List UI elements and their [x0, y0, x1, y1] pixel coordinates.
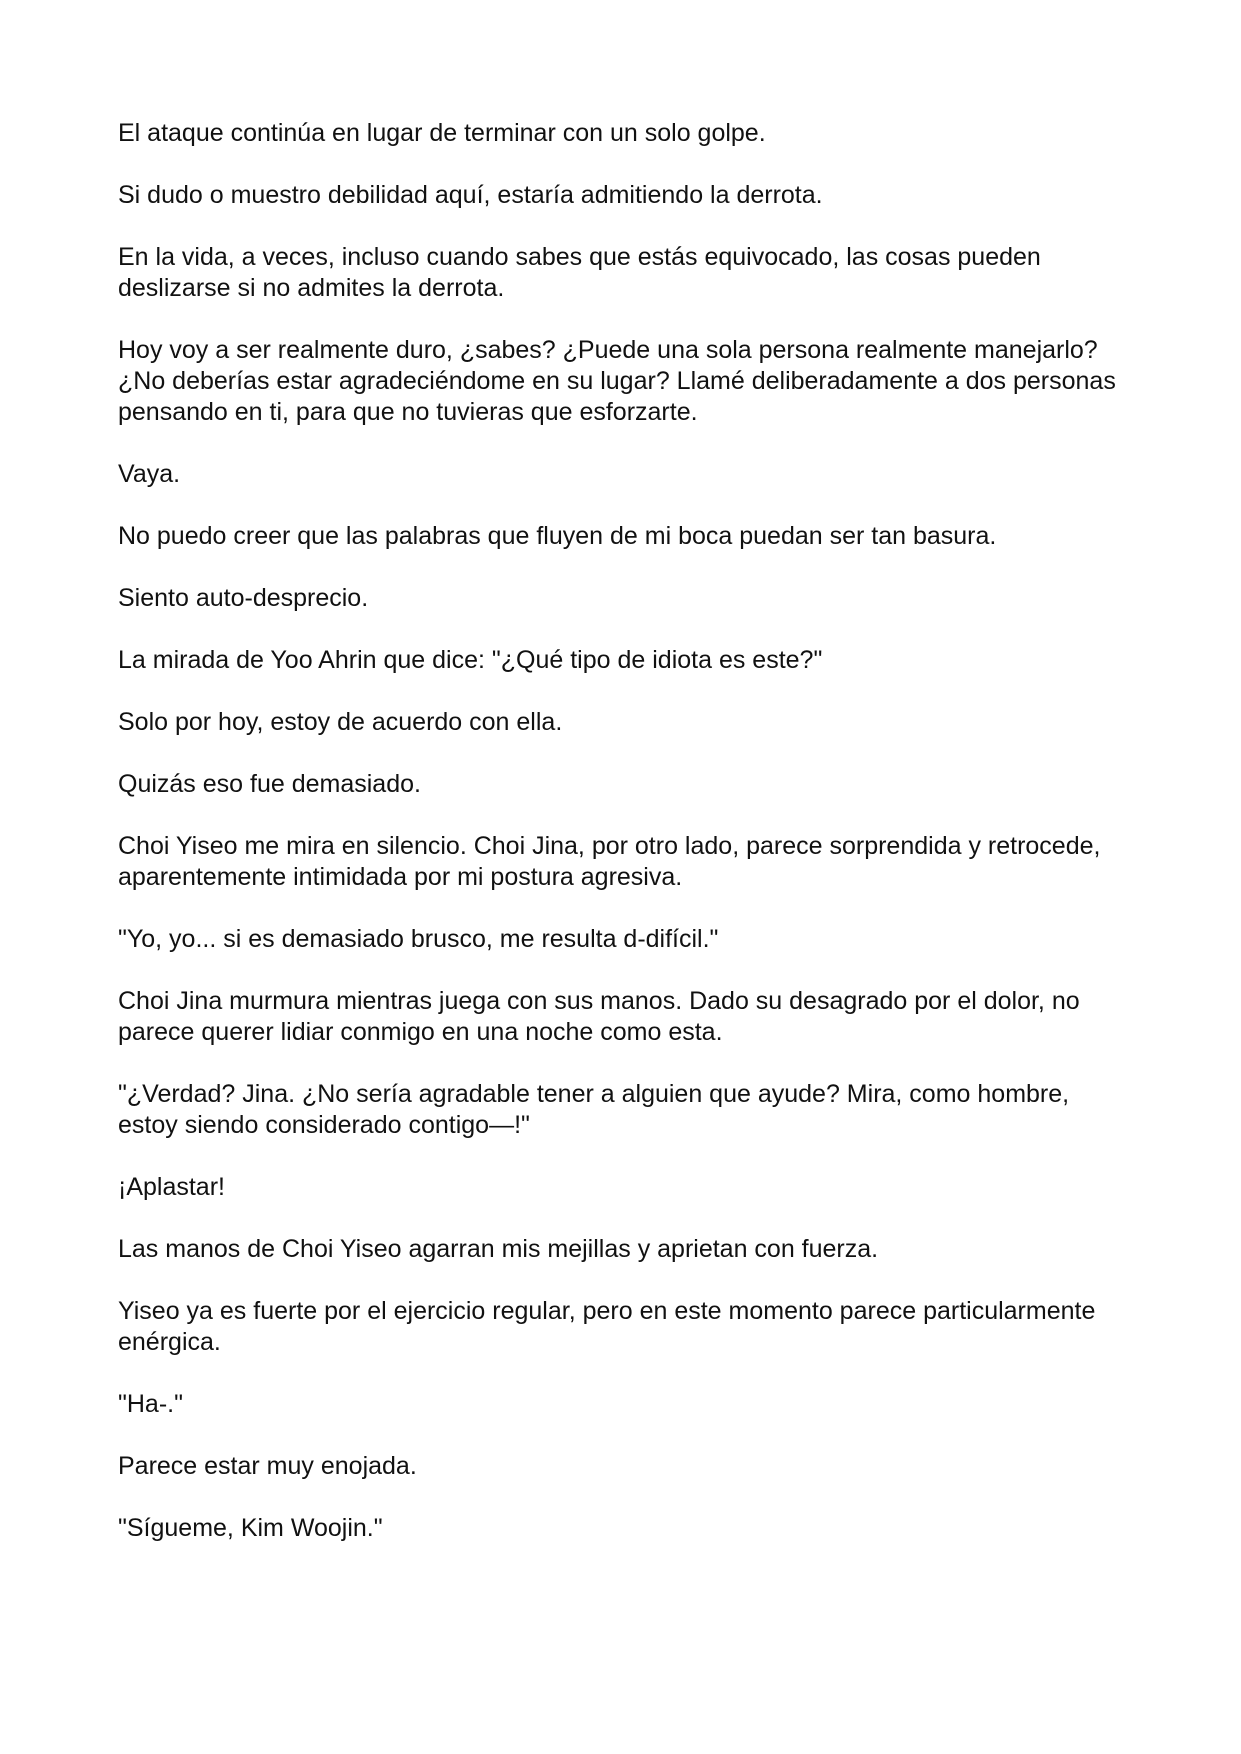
- paragraph: Siento auto-desprecio.: [118, 584, 369, 612]
- paragraph: Solo por hoy, estoy de acuerdo con ella.: [118, 708, 563, 736]
- paragraph: La mirada de Yoo Ahrin que dice: "¿Qué tipo de idiota es este?": [118, 646, 823, 674]
- paragraph: Vaya.: [118, 460, 181, 488]
- paragraph: ¡Aplastar!: [118, 1173, 225, 1201]
- paragraph: "¿Verdad? Jina. ¿No sería agradable tener a alguien que ayude? Mira, como hombre, estoy siendo considerado contigo—!": [118, 1080, 1070, 1139]
- paragraph: El ataque continúa en lugar de terminar con un solo golpe.: [118, 119, 766, 147]
- paragraph: "Ha-.": [118, 1390, 183, 1418]
- paragraph: "Sígueme, Kim Woojin.": [118, 1514, 383, 1542]
- paragraph: Si dudo o muestro debilidad aquí, estaría admitiendo la derrota.: [118, 181, 823, 209]
- paragraph: "Yo, yo... si es demasiado brusco, me resulta d-difícil.": [118, 925, 719, 953]
- text-body: [118, 118, 1128, 1575]
- paragraph: Yiseo ya es fuerte por el ejercicio regular, pero en este momento parece particularmente enérgica.: [118, 1297, 1096, 1356]
- paragraph: Choi Jina murmura mientras juega con sus manos. Dado su desagrado por el dolor, no parece querer lidiar conmigo en una noche como esta.: [118, 987, 1080, 1046]
- paragraph: En la vida, a veces, incluso cuando sabes que estás equivocado, las cosas pueden deslizarse si no admites la derrota.: [118, 243, 1041, 302]
- paragraph: Quizás eso fue demasiado.: [118, 770, 421, 798]
- paragraph: Choi Yiseo me mira en silencio. Choi Jina, por otro lado, parece sorprendida y retrocede, aparentemente intimidada por mi postura agresiva.: [118, 832, 1101, 891]
- paragraph: Hoy voy a ser realmente duro, ¿sabes? ¿Puede una sola persona realmente manejarlo? ¿No deberías estar agradeciéndome en su lugar? Llamé deliberadamente a dos personas pensando en ti, para que no tuvieras que esforzarte.: [118, 336, 1116, 426]
- paragraph: Parece estar muy enojada.: [118, 1452, 417, 1480]
- paragraph: Las manos de Choi Yiseo agarran mis mejillas y aprietan con fuerza.: [118, 1235, 879, 1263]
- paragraph: No puedo creer que las palabras que fluyen de mi boca puedan ser tan basura.: [118, 522, 997, 550]
